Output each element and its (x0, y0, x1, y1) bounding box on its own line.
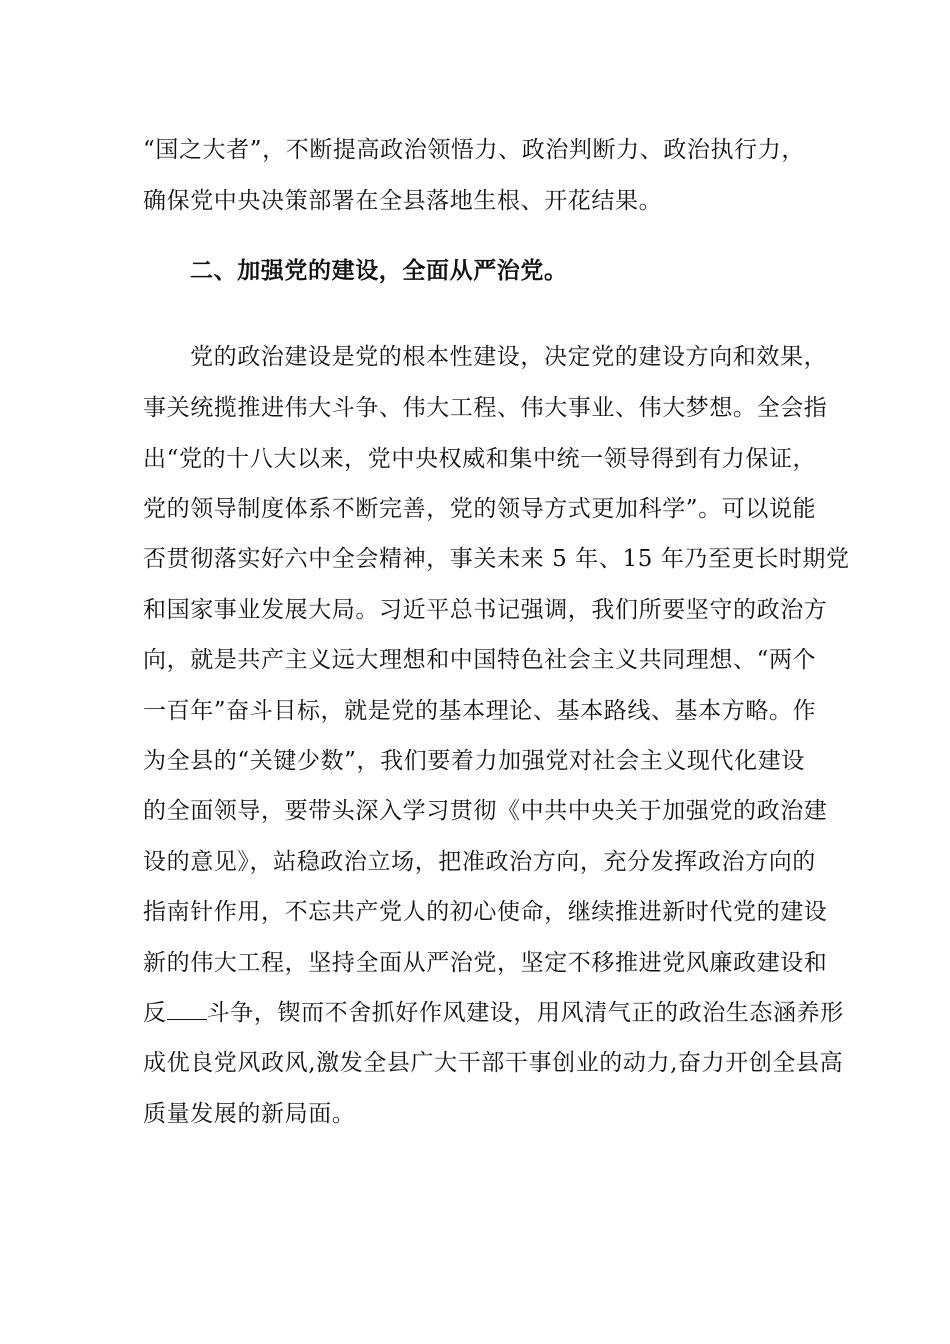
paragraph-2-line-15: 成优良党风政风,激发全县广大干部干事创业的动力,奋力开创全县高 (143, 1050, 844, 1076)
paragraph-2-line-7: 向，就是共产主义远大理想和中国特色社会主义共同理想、“两个 (143, 647, 817, 673)
redacted-blank (167, 999, 207, 1020)
paragraph-2-line-4: 党的领导制度体系不断完善，党的领导方式更加科学”。可以说能 (143, 496, 817, 522)
paragraph-2-line-11: 设的意见》，站稳政治立场，把准政治方向，充分发挥政治方向的 (143, 849, 816, 875)
paragraph-2-line-9: 为全县的“关键少数”，我们要着力加强党对社会主义现代化建设 (143, 748, 805, 774)
line-segment-after-blank: 斗争，锲而不舍抓好作风建设，用风清气正的政治生态涵养形 (206, 1000, 844, 1026)
paragraph-1-line-1: “国之大者”，不断提高政治领悟力、政治判断力、政治执行力， (143, 137, 805, 163)
paragraph-2-line-14 (143, 998, 844, 1028)
paragraph-2-line-10: 的全面领导，要带头深入学习贯彻《中共中央关于加强党的政治建 (143, 798, 828, 824)
line-segment-before-blank: 反 (143, 1000, 167, 1026)
paragraph-2-line-8: 一百年”奋斗目标，就是党的基本理论、基本路线、基本方略。作 (143, 698, 817, 724)
paragraph-2-line-12: 指南针作用，不忘共产党人的初心使命，继续推进新时代党的建设 (143, 899, 828, 925)
paragraph-2-line-13: 新的伟大工程，坚持全面从严治党，坚定不移推进党风廉政建设和 (143, 950, 828, 976)
paragraph-2-line-1: 党的政治建设是党的根本性建设，决定党的建设方向和效果， (190, 344, 828, 370)
paragraph-1-line-2: 确保党中央决策部署在全县落地生根、开花结果。 (143, 188, 663, 214)
paragraph-2-line-6: 和国家事业发展大局。习近平总书记强调，我们所要坚守的政治方 (143, 597, 828, 623)
paragraph-2-line-3: 出“党的十八大以来，党中央权威和集中统一领导得到有力保证， (143, 446, 817, 472)
paragraph-2-line-2: 事关统揽推进伟大斗争、伟大工程、伟大事业、伟大梦想。全会指 (143, 395, 828, 421)
section-heading: 二、加强党的建设，全面从严治党。 (190, 257, 568, 284)
paragraph-2-line-5: 否贯彻落实好六中全会精神，事关未来 5 年、15 年乃至更长时期党 (143, 546, 850, 572)
paragraph-2-line-16: 质量发展的新局面。 (143, 1101, 356, 1127)
